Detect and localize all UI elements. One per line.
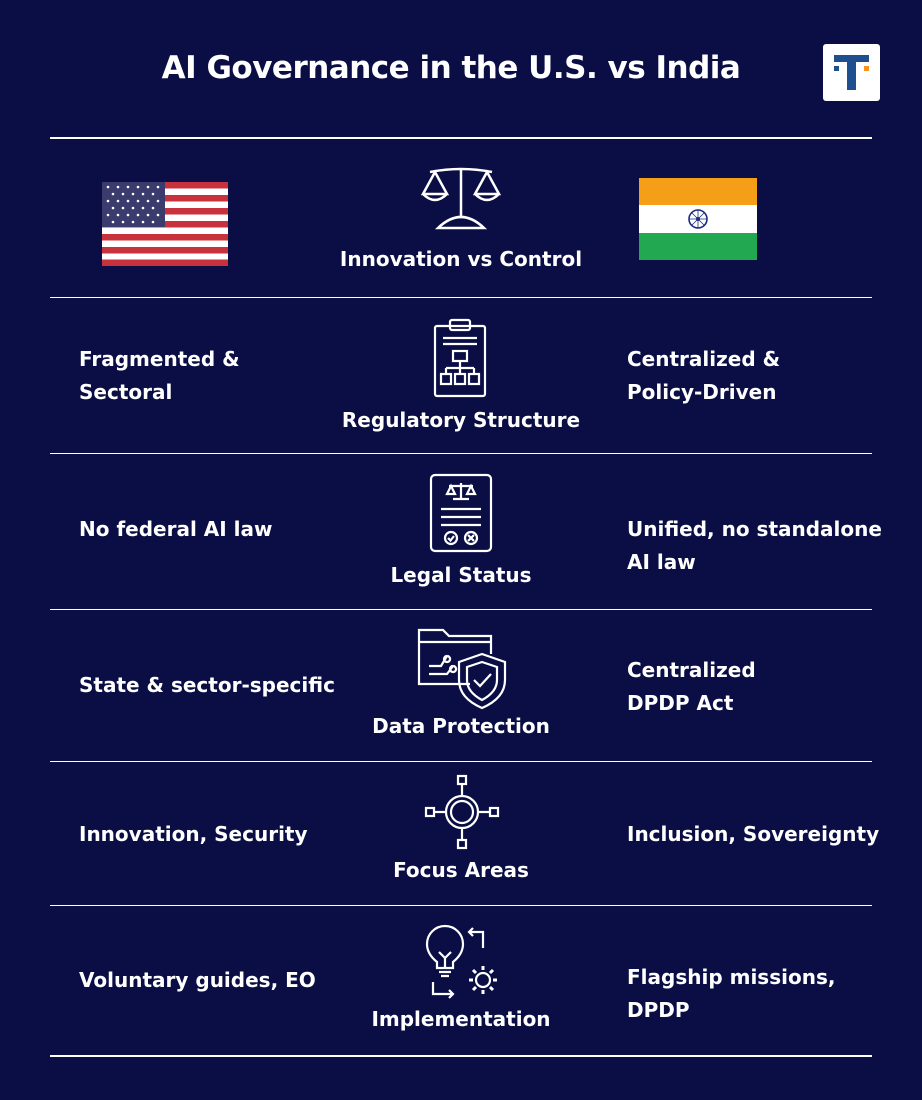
- page-title: AI Governance in the U.S. vs India: [161, 50, 741, 86]
- comparison-row: [50, 610, 872, 761]
- us-value: Innovation, Security: [79, 822, 308, 846]
- category-label: Focus Areas: [393, 858, 529, 882]
- india-value: Flagship missions, DPDP: [627, 965, 836, 1022]
- us-value: State & sector-specific: [79, 673, 335, 697]
- category-label: Regulatory Structure: [341, 408, 581, 432]
- india-value: Unified, no standalone AI law: [627, 517, 882, 574]
- india-value: Inclusion, Sovereignty: [627, 822, 880, 846]
- target-nodes-icon: [424, 774, 500, 850]
- us-flag-icon: [102, 182, 228, 266]
- category-label: Implementation: [371, 1007, 551, 1031]
- header-row: [50, 139, 872, 297]
- lightbulb-gear-icon: [425, 924, 501, 1000]
- india-value: Centralized DPDP Act: [627, 658, 756, 715]
- header-center: [320, 139, 602, 297]
- us-value: Fragmented & Sectoral: [79, 347, 240, 404]
- india-value: Centralized & Policy-Driven: [627, 347, 781, 404]
- org-chart-clipboard-icon: [433, 318, 487, 398]
- india-flag-icon: [639, 178, 757, 260]
- logo: [823, 44, 880, 101]
- comparison-row: [50, 454, 882, 609]
- divider: [50, 1055, 872, 1057]
- category-label: Data Protection: [372, 714, 550, 738]
- comparison-row: [50, 298, 872, 453]
- balance-scale-icon: [420, 164, 502, 232]
- comparison-row: [50, 906, 872, 1055]
- comparison-row: [50, 762, 880, 905]
- us-value: No federal AI law: [79, 517, 273, 541]
- folder-shield-icon: [415, 626, 509, 712]
- logo-icon: [823, 44, 880, 101]
- legal-document-icon: [429, 473, 493, 553]
- us-value: Voluntary guides, EO: [79, 968, 316, 992]
- category-label: Legal Status: [390, 563, 532, 587]
- header-center-label: Innovation vs Control: [339, 247, 583, 271]
